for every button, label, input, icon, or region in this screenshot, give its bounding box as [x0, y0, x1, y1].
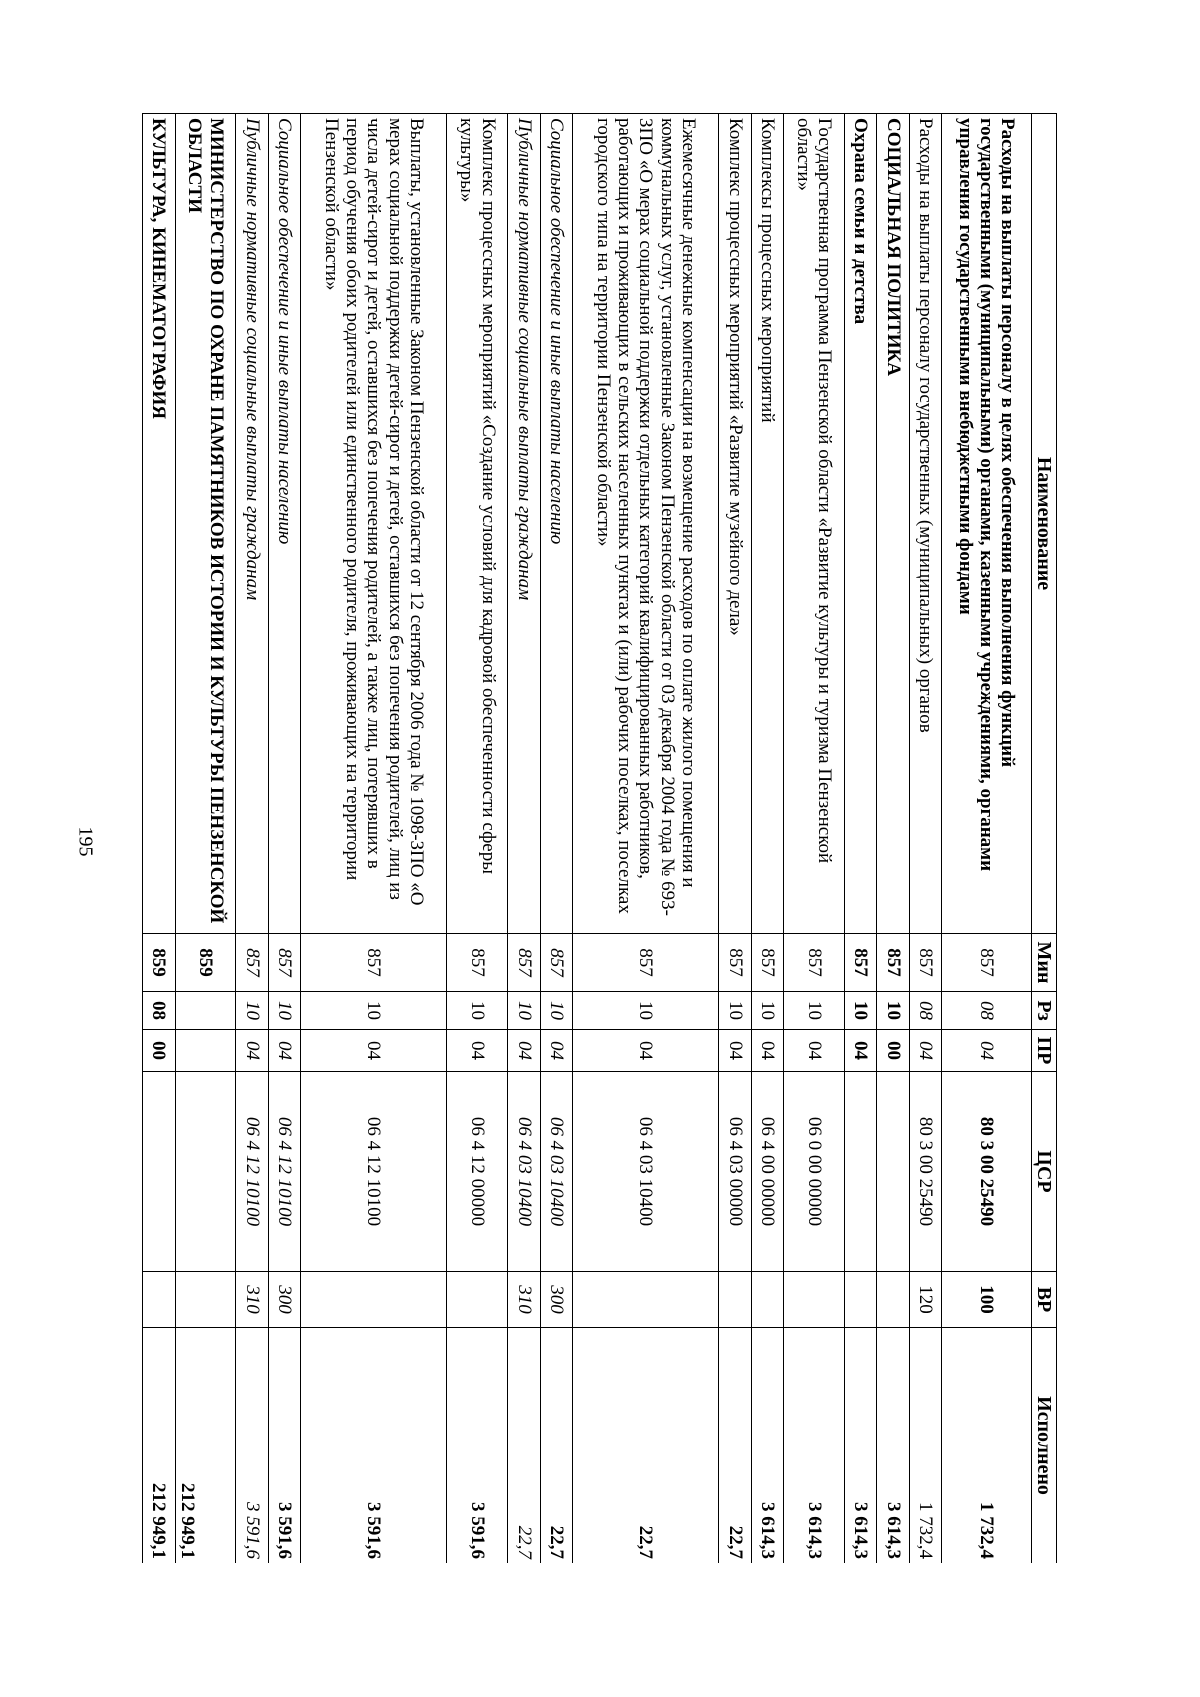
cell-isp: 3 591,6 [268, 1328, 300, 1564]
cell-csr: 06 4 00 00000 [751, 1072, 783, 1272]
cell-isp: 3 614,3 [845, 1328, 877, 1564]
cell-rz: 08 [909, 992, 941, 1030]
cell-vr: 100 [942, 1272, 1031, 1328]
table-row [540, 114, 572, 1564]
table-row [508, 114, 540, 1564]
header-rz: Рз [1031, 992, 1056, 1030]
cell-vr: 300 [268, 1272, 300, 1328]
table-row [942, 114, 1031, 1564]
cell-csr [845, 1072, 877, 1272]
cell-name: Расходы на выплаты персоналу в целях обеспечения выполнения функций государственными (муниципальными) органами, казенными учреждениями, органами управления государственными внебюджетными фондами [942, 114, 1031, 934]
cell-name: Публичные нормативные социальные выплаты гражданам [508, 114, 540, 934]
cell-pr: 04 [719, 1030, 751, 1072]
cell-pr: 04 [784, 1030, 845, 1072]
cell-pr: 04 [236, 1030, 268, 1072]
cell-pr [175, 1030, 236, 1072]
cell-pr: 04 [573, 1030, 719, 1072]
cell-pr: 04 [508, 1030, 540, 1072]
cell-min: 859 [143, 934, 176, 992]
cell-isp: 1 732,4 [909, 1328, 941, 1564]
table-row [784, 114, 845, 1564]
cell-csr: 06 0 00 00000 [784, 1072, 845, 1272]
cell-pr: 04 [301, 1030, 447, 1072]
table-row [236, 114, 268, 1564]
cell-rz: 10 [845, 992, 877, 1030]
cell-name: СОЦИАЛЬНАЯ ПОЛИТИКА [877, 114, 909, 934]
table-row [877, 114, 909, 1564]
cell-min: 857 [573, 934, 719, 992]
cell-isp: 22,7 [508, 1328, 540, 1564]
cell-name: Выплаты, установленные Законом Пензенской области от 12 сентября 2006 года № 1098-ЗПО «О мерах социальной поддержки детей-сирот и детей, оставшихся без попечения родителей, лиц из числа детей-сирот и детей, оставшихся без попечения родителей, а также лиц, потерявших в период обучения обоих родителей или единственного родителя, проживающих на территории Пензенской области» [301, 114, 447, 934]
table-row [845, 114, 877, 1564]
cell-isp: 212 949,1 [175, 1328, 236, 1564]
page-number: 195 [74, 826, 97, 857]
cell-rz: 10 [301, 992, 447, 1030]
table-row [751, 114, 783, 1564]
cell-min: 857 [845, 934, 877, 992]
cell-name: Комплекс процессных мероприятий «Создание условий для кадровой обеспеченности сферы культуры» [447, 114, 508, 934]
cell-rz: 08 [143, 992, 176, 1030]
cell-csr: 06 4 03 00000 [719, 1072, 751, 1272]
cell-min: 857 [942, 934, 1031, 992]
cell-name: Государственная программа Пензенской области «Развитие культуры и туризма Пензенской области» [784, 114, 845, 934]
cell-min: 857 [877, 934, 909, 992]
cell-rz: 10 [719, 992, 751, 1030]
cell-vr [175, 1272, 236, 1328]
cell-csr: 06 4 12 10100 [301, 1072, 447, 1272]
rotated-table-area [142, 113, 1057, 1563]
cell-vr [751, 1272, 783, 1328]
cell-rz: 10 [447, 992, 508, 1030]
cell-vr [845, 1272, 877, 1328]
cell-csr: 06 4 12 10100 [268, 1072, 300, 1272]
table-row [175, 114, 236, 1564]
cell-min: 857 [751, 934, 783, 992]
cell-isp: 22,7 [719, 1328, 751, 1564]
cell-csr [877, 1072, 909, 1272]
cell-rz: 10 [268, 992, 300, 1030]
cell-name: Расходы на выплаты персоналу государственных (муниципальных) органов [909, 114, 941, 934]
table-header-row [1031, 114, 1056, 1564]
cell-rz [175, 992, 236, 1030]
cell-name: Ежемесячные денежные компенсации на возмещение расходов по оплате жилого помещения и коммунальных услуг, установленные Законом Пензенской области от 03 декабря 2004 года № 693-ЗПО «О мерах социальной поддержки отдельных категорий квалифицированных работников, работающих и проживающих в сельских населенных пунктах и (или) рабочих поселках, поселках городского типа на территории Пензенской области» [573, 114, 719, 934]
cell-vr: 120 [909, 1272, 941, 1328]
cell-min: 857 [268, 934, 300, 992]
cell-name: МИНИСТЕРСТВО ПО ОХРАНЕ ПАМЯТНИКОВ ИСТОРИИ И КУЛЬТУРЫ ПЕНЗЕНСКОЙ ОБЛАСТИ [175, 114, 236, 934]
cell-csr: 06 4 12 10100 [236, 1072, 268, 1272]
cell-min: 857 [508, 934, 540, 992]
cell-vr [877, 1272, 909, 1328]
table-row [909, 114, 941, 1564]
cell-rz: 10 [784, 992, 845, 1030]
cell-isp: 3 591,6 [301, 1328, 447, 1564]
cell-csr: 80 3 00 25490 [909, 1072, 941, 1272]
header-isp: Исполнено [1031, 1328, 1056, 1564]
cell-rz: 10 [573, 992, 719, 1030]
cell-csr [143, 1072, 176, 1272]
cell-pr: 04 [909, 1030, 941, 1072]
cell-name: Социальное обеспечение и иные выплаты населению [268, 114, 300, 934]
cell-min: 857 [719, 934, 751, 992]
cell-vr: 300 [540, 1272, 572, 1328]
header-name: Наименование [1031, 114, 1056, 934]
cell-isp: 22,7 [573, 1328, 719, 1564]
cell-csr: 06 4 03 10400 [573, 1072, 719, 1272]
cell-vr: 310 [236, 1272, 268, 1328]
cell-name: КУЛЬТУРА, КИНЕМАТОГРАФИЯ [143, 114, 176, 934]
cell-name: Охрана семьи и детства [845, 114, 877, 934]
cell-csr [175, 1072, 236, 1272]
cell-pr: 00 [877, 1030, 909, 1072]
header-pr: ПР [1031, 1030, 1056, 1072]
header-vr: ВР [1031, 1272, 1056, 1328]
cell-name: Комплекс процессных мероприятий «Развитие музейного дела» [719, 114, 751, 934]
cell-min: 857 [784, 934, 845, 992]
cell-isp: 3 591,6 [236, 1328, 268, 1564]
cell-rz: 10 [236, 992, 268, 1030]
cell-isp: 3 614,3 [751, 1328, 783, 1564]
table-row [719, 114, 751, 1564]
cell-pr: 04 [845, 1030, 877, 1072]
cell-rz: 10 [877, 992, 909, 1030]
cell-min: 859 [175, 934, 236, 992]
cell-csr: 06 4 03 10400 [508, 1072, 540, 1272]
header-min: Мин [1031, 934, 1056, 992]
cell-pr: 04 [540, 1030, 572, 1072]
cell-csr: 80 3 00 25490 [942, 1072, 1031, 1272]
cell-pr: 04 [751, 1030, 783, 1072]
cell-min: 857 [236, 934, 268, 992]
cell-vr [573, 1272, 719, 1328]
cell-isp: 212 949,1 [143, 1328, 176, 1564]
cell-rz: 10 [540, 992, 572, 1030]
cell-vr [301, 1272, 447, 1328]
cell-csr: 06 4 12 00000 [447, 1072, 508, 1272]
table-row [573, 114, 719, 1564]
cell-name: Комплексы процессных мероприятий [751, 114, 783, 934]
cell-pr: 00 [143, 1030, 176, 1072]
cell-rz: 10 [751, 992, 783, 1030]
cell-min: 857 [540, 934, 572, 992]
table-row [268, 114, 300, 1564]
table-body [143, 114, 1032, 1564]
header-csr: ЦСР [1031, 1072, 1056, 1272]
cell-rz: 08 [942, 992, 1031, 1030]
cell-isp: 3 591,6 [447, 1328, 508, 1564]
cell-vr [447, 1272, 508, 1328]
cell-rz: 10 [508, 992, 540, 1030]
cell-pr: 04 [447, 1030, 508, 1072]
cell-vr [143, 1272, 176, 1328]
cell-vr: 310 [508, 1272, 540, 1328]
cell-vr [784, 1272, 845, 1328]
cell-isp: 3 614,3 [877, 1328, 909, 1564]
cell-vr [719, 1272, 751, 1328]
cell-min: 857 [909, 934, 941, 992]
cell-min: 857 [447, 934, 508, 992]
cell-isp: 1 732,4 [942, 1328, 1031, 1564]
cell-isp: 22,7 [540, 1328, 572, 1564]
cell-name: Социальное обеспечение и иные выплаты населению [540, 114, 572, 934]
table-row [447, 114, 508, 1564]
cell-min: 857 [301, 934, 447, 992]
budget-table [142, 113, 1057, 1563]
table-row [143, 114, 176, 1564]
table-rotator [142, 113, 1057, 1563]
table-row [301, 114, 447, 1564]
cell-pr: 04 [268, 1030, 300, 1072]
cell-csr: 06 4 03 10400 [540, 1072, 572, 1272]
cell-isp: 3 614,3 [784, 1328, 845, 1564]
cell-pr: 04 [942, 1030, 1031, 1072]
cell-name: Публичные нормативные социальные выплаты гражданам [236, 114, 268, 934]
